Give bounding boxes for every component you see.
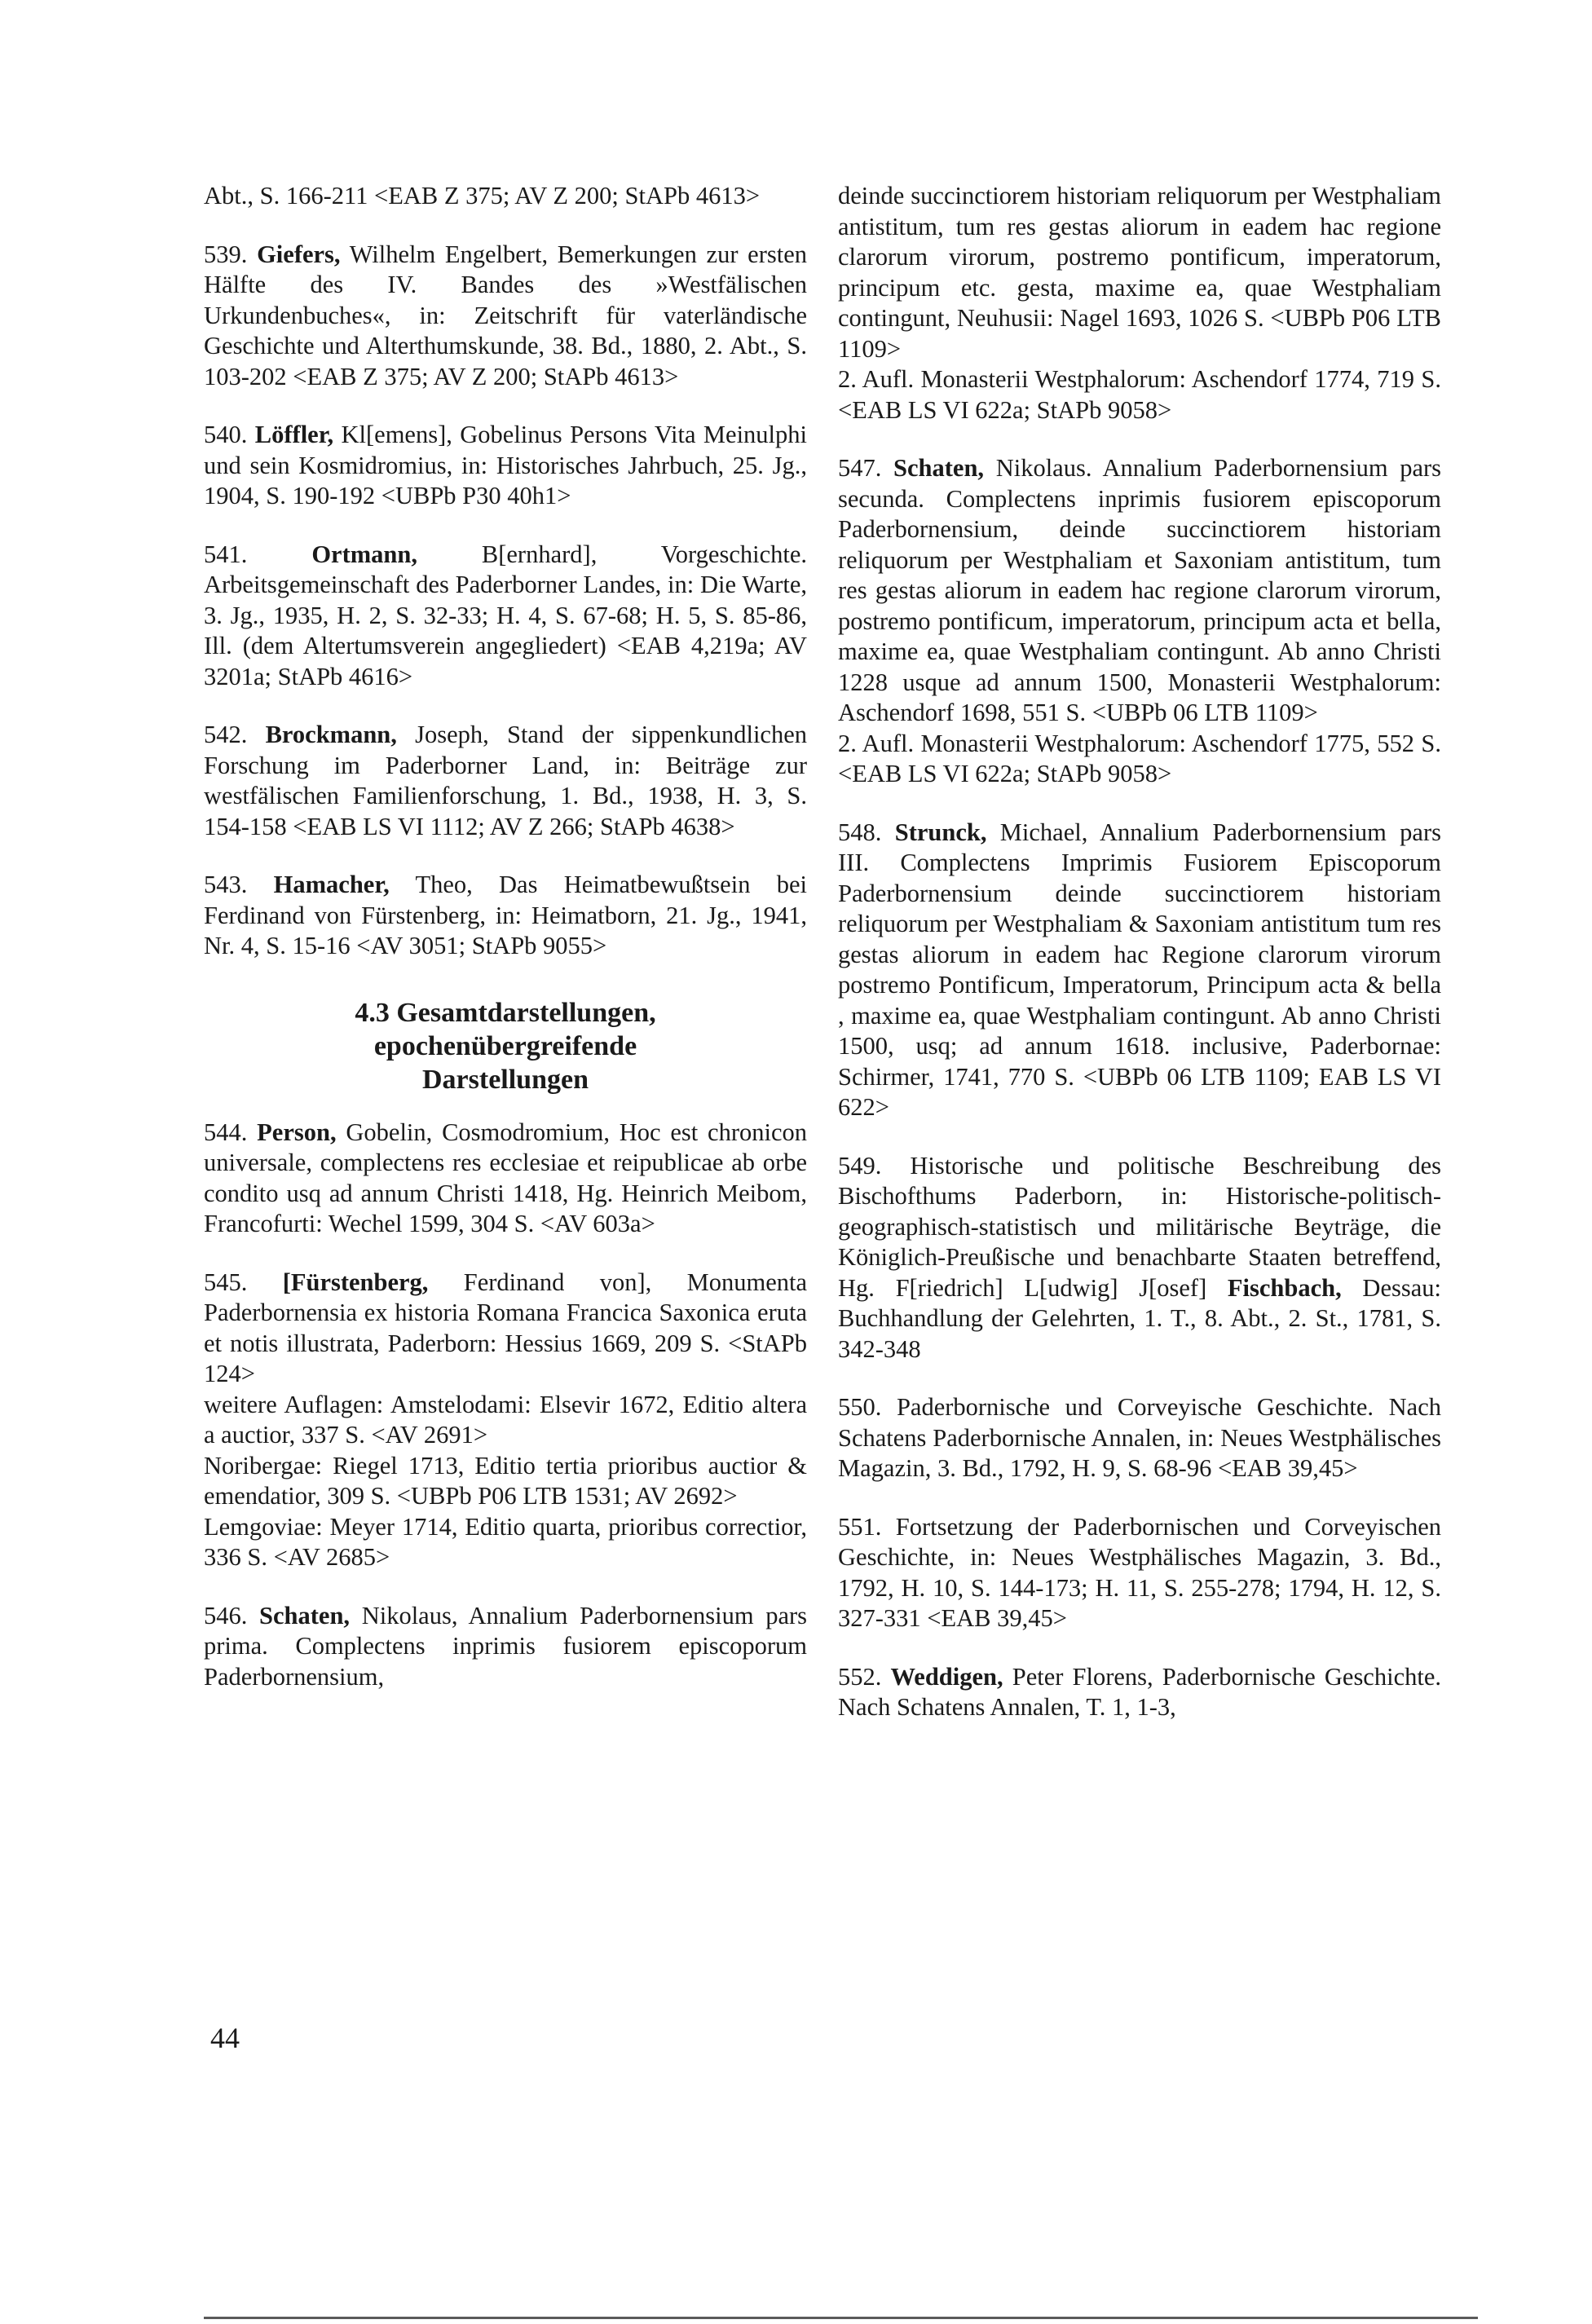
entry-number: 547.: [838, 454, 882, 482]
entry-text: Nikolaus, Annalium Paderbornensium pars prima. Complectens inprimis fusiorem episcoporum Paderbornensium,: [204, 1601, 808, 1691]
entry-author: Schaten,: [893, 454, 985, 482]
entry-549: [838, 1151, 1441, 1365]
entry-number: 542.: [204, 721, 248, 748]
entry-text: Nikolaus. Annalium Paderbornensium pars secunda. Complectens inprimis fusiorem episcoporum Paderbornensium, deinde succinctiorem historiam reliquorum per Westphaliam et Saxoniam antistitum, tum res gestas aliorum in eadem hac regione clarorum virorum, postremo pontificum, imperatorum, principum acta et bella, maxime ea, quae Westphaliam contingunt. Ab anno Christi 1228 usque ad annum 1500, Monasterii Westphalorum: Aschendorf 1698, 551 S. <UBPb 06 LTB 1109>: [838, 454, 1442, 726]
entry-text: Wilhelm Engelbert, Bemerkungen zur ersten Hälfte des IV. Bandes des »Westfälischen Urkundenbuches«, in: Zeitschrift für vaterländische Geschichte und Alterthumskunde, 38. Bd., 1880, 2. Abt., S. 103-202 <EAB Z 375; AV Z 200; StAPb 4613>: [204, 240, 807, 390]
entry-continuation-line: 2. Aufl. Monasterii Westphalorum: Aschendorf 1775, 552 S. <EAB LS VI 622a; StAPb 9058>: [838, 729, 1441, 787]
section-heading-line: Darstellungen: [422, 1064, 589, 1095]
entry-540: [204, 420, 807, 512]
section-heading-line: epochenübergreifende: [373, 1030, 637, 1061]
section-heading: [204, 996, 807, 1096]
entry-author: Strunck,: [894, 818, 987, 846]
page-number: 44: [210, 2022, 240, 2054]
entry-number: 543.: [204, 871, 248, 898]
entry-text: Fortsetzung der Paderbornischen und Corveyischen Geschichte, in: Neues Westphälisches Magazin, 3. Bd., 1792, H. 10, S. 144-173; H. 11, S. 255-278; 1794, H. 12, S. 327-331 <EAB 39,45>: [838, 1512, 1441, 1632]
entry-551: [838, 1512, 1441, 1634]
entry-text: Michael, Annalium Paderbornensium pars III. Complectens Imprimis Fusiorem Episcoporum Paderbornensium deinde succinctiorem historiam reliquorum per Westphaliam & Saxoniam antistitum tum res gestas aliorum in eadem hac Regione clarorum virorum postremo Pontificum, Imperatorum, Principum acta & bella , maxime ea, quae Westphaliam contingunt. Ab anno Christi 1500, usq; ad annum 1618. inclusive, Paderbornae: Schirmer, 1741, 770 S. <UBPb 06 LTB 1109; EAB LS VI 622>: [838, 818, 1441, 1121]
entry-author: Person,: [257, 1118, 337, 1146]
entry-text: deinde succinctiorem historiam reliquorum per Westphaliam antistitum, tum res gestas aliorum in eadem hac regione clarorum virorum, postremo pontificum, imperatorum, principum etc. gesta, maxime ea, quae Westphaliam contingunt, Neuhusii: Nagel 1693, 1026 S. <UBPb P06 LTB 1109>: [838, 182, 1441, 363]
entry-continuation-line: Lemgoviae: Meyer 1714, Editio quarta, prioribus correctior, 336 S. <AV 2685>: [204, 1512, 807, 1571]
entry-author: Brockmann,: [265, 721, 397, 748]
entry-number: 544.: [204, 1118, 248, 1146]
entry-550: [838, 1392, 1441, 1484]
bottom-rule: [204, 2317, 1478, 2319]
entry-text: Theo, Das Heimatbewußtsein bei Ferdinand von Fürstenberg, in: Heimatborn, 21. Jg., 1941, Nr. 4, S. 15-16 <AV 3051; StAPb 9055>: [204, 871, 807, 959]
entry-text: Historische und politische Beschreibung des Bischofthums Paderborn, in: Historische-politisch-geographisch-statistisch und militärische Beyträge, die Königlich-Preußische und benachbarte Staaten betreffend, Hg. F[riedrich] L[udwig] J[osef]: [838, 1151, 1441, 1302]
entry-text: Joseph, Stand der sippenkundlichen Forschung im Paderborner Land, in: Beiträge zur westfälischen Familienforschung, 1. Bd., 1938, H. 3, S. 154-158 <EAB LS VI 1112; AV Z 266; StAPb 4638>: [204, 721, 807, 840]
entry-text: Kl[emens], Gobelinus Persons Vita Meinulphi und sein Kosmidromius, in: Historisches Jahrbuch, 25. Jg., 1904, S. 190-192 <UBPb P30 40h1>: [204, 421, 808, 509]
entry-number: 541.: [204, 540, 248, 568]
right-column: [838, 181, 1441, 1723]
entry-number: 552.: [838, 1662, 882, 1691]
entry-author: Fischbach,: [1227, 1273, 1342, 1302]
entry-544: [204, 1118, 807, 1240]
entry-continuation: [204, 181, 807, 212]
entry-continuation-line: Noribergae: Riegel 1713, Editio tertia prioribus auctior & emendatior, 309 S. <UBPb P06 LTB 1531; AV 2692>: [204, 1451, 807, 1510]
left-column: [204, 181, 807, 1692]
entry-text: Ferdinand von], Monumenta Paderbornensia ex historia Romana Francica Saxonica eruta et notis illustrata, Paderborn: Hessius 1669, 209 S. <StAPb 124>: [204, 1268, 808, 1387]
entry-author: [Fürstenberg,: [282, 1268, 429, 1296]
entry-number: 550.: [838, 1393, 882, 1421]
entry-author: Löffler,: [254, 421, 334, 448]
entry-number: 548.: [838, 818, 882, 846]
entry-546-continuation: [838, 181, 1441, 426]
entry-546: [204, 1601, 807, 1693]
entry-text: Paderbornische und Corveyische Geschichte. Nach Schatens Paderbornische Annalen, in: Neues Westphälisches Magazin, 3. Bd., 1792, H. 9, S. 68-96 <EAB 39,45>: [838, 1393, 1441, 1482]
entry-number: 539.: [204, 240, 248, 268]
entry-552: [838, 1662, 1441, 1723]
entry-542: [204, 720, 807, 842]
entry-number: 545.: [204, 1268, 248, 1296]
entry-author: Giefers,: [257, 240, 341, 268]
entry-text: Gobelin, Cosmodromium, Hoc est chronicon universale, complectens res ecclesiae et reipublicae ab orbe condito usq ad annum Christi 1418, Hg. Heinrich Meibom, Francofurti: Wechel 1599, 304 S. <AV 603a>: [204, 1118, 807, 1237]
entry-text: B[ernhard], Vorgeschichte. Arbeitsgemeinschaft des Paderborner Landes, in: Die Warte, 3. Jg., 1935, H. 2, S. 32-33; H. 4, S. 67-68; H. 5, S. 85-86, Ill. (dem Altertumsverein angegliedert) <EAB 4,219a; AV 3201a; StAPb 4616>: [204, 540, 807, 690]
entry-541: [204, 540, 807, 693]
entry-continuation-line: 2. Aufl. Monasterii Westphalorum: Aschendorf 1774, 719 S. <EAB LS VI 622a; StAPb 9058>: [838, 365, 1441, 424]
entry-number: 551.: [838, 1512, 882, 1541]
entry-543: [204, 870, 807, 962]
entry-number: 549.: [838, 1151, 882, 1180]
entry-548: [838, 818, 1441, 1123]
entry-author: Weddigen,: [890, 1662, 1003, 1691]
entry-number: 546.: [204, 1601, 248, 1629]
entry-author: Hamacher,: [273, 871, 390, 898]
entry-text: Dessau: Buchhandlung der Gelehrten, 1. T., 8. Abt., 2. St., 1781, S. 342-348: [838, 1273, 1441, 1363]
section-heading-line: 4.3 Gesamtdarstellungen,: [355, 997, 656, 1028]
entry-author: Schaten,: [259, 1601, 351, 1629]
entry-539: [204, 240, 807, 393]
entry-number: 540.: [204, 421, 248, 448]
entry-547: [838, 453, 1441, 790]
entry-text: Peter Florens, Paderbornische Geschichte. Nach Schatens Annalen, T. 1, 1-3,: [838, 1662, 1441, 1721]
entry-text: Abt., S. 166-211 <EAB Z 375; AV Z 200; StAPb 4613>: [204, 182, 761, 209]
entry-continuation-line: weitere Auflagen: Amstelodami: Elsevir 1672, Editio altera a auctior, 337 S. <AV 2691>: [204, 1390, 807, 1449]
entry-author: Ortmann,: [311, 540, 417, 568]
entry-545: [204, 1268, 807, 1573]
